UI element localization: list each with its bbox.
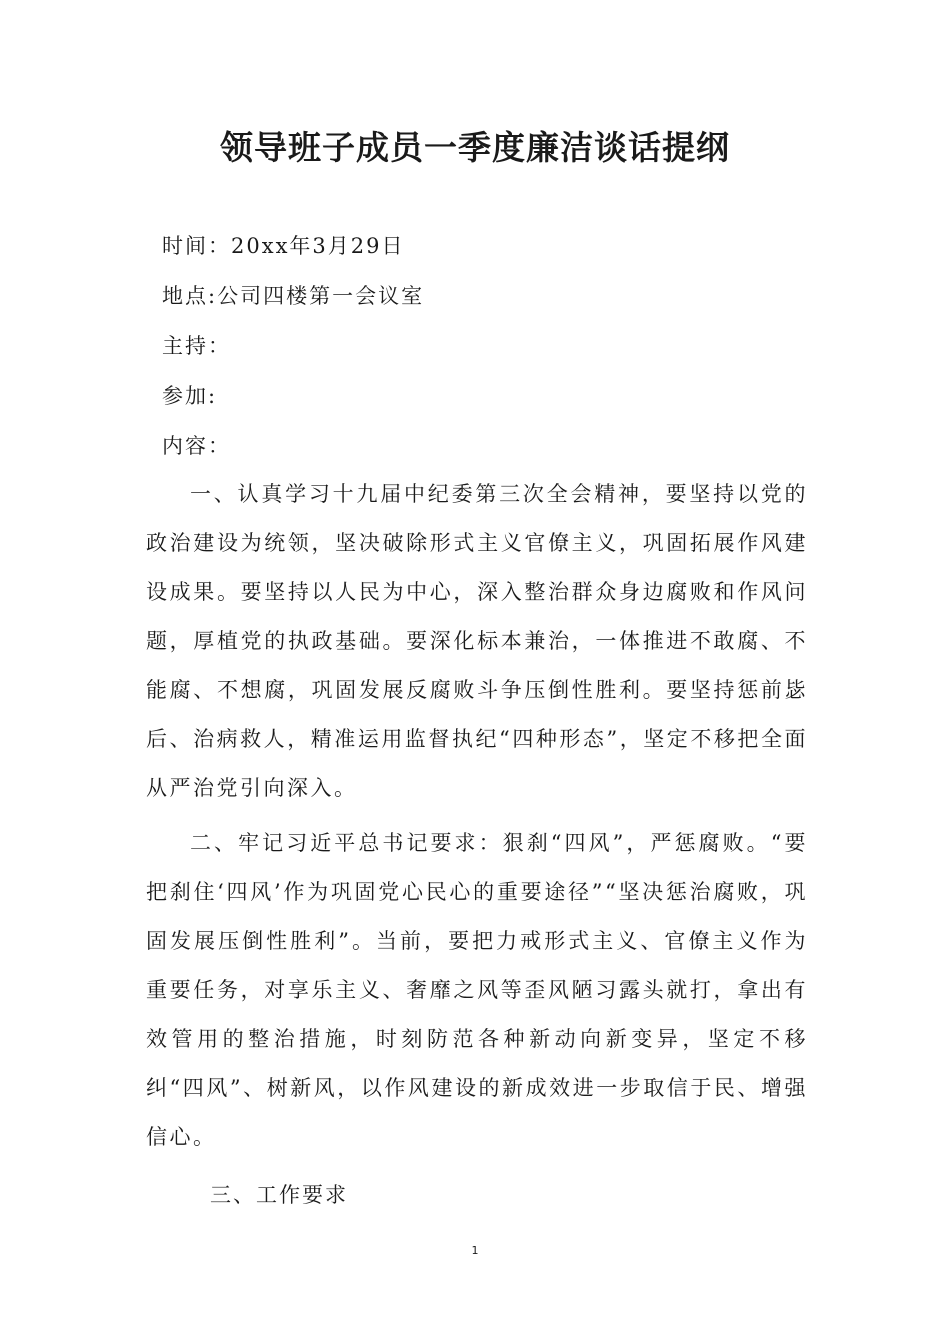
meeting-content-label: 内容： xyxy=(162,434,231,458)
meeting-time: 时间：20xx年3月29日 xyxy=(162,234,405,258)
paragraph-2: 二、牢记习近平总书记要求：狠刹“四风”，严惩腐败。“要把刹住‘四风’作为巩固党心民心的重要途径”“坚决惩治腐败，巩固发展压倒性胜利”。当前，要把力戒形式主义、官僚主义作为重要任务，对享乐主义、奢靡之风等歪风陋习露头就打，拿出有效管用的整治措施，时刻防范各种新动向新变异，坚定不移纠“四风”、树新风，以作风建设的新成效进一步取信于民、增强信心。 xyxy=(146,831,808,1149)
meeting-host: 主持： xyxy=(162,334,231,358)
meeting-participants: 参加: xyxy=(162,384,218,408)
document-title: 领导班子成员一季度廉洁谈话提纲 xyxy=(220,128,730,167)
section-3-heading: 三、工作要求 xyxy=(210,1183,348,1207)
paragraph-1: 一、认真学习十九届中纪委第三次全会精神，要坚持以党的政治建设为统领，坚决破除形式主义官僚主义，巩固拓展作风建设成果。要坚持以人民为中心，深入整治群众身边腐败和作风问题，厚植党的执政基础。要深化标本兼治，一体推进不敢腐、不能腐、不想腐，巩固发展反腐败斗争压倒性胜利。要坚持惩前毖后、治病救人，精准运用监督执纪“四种形态”，坚定不移把全面从严治党引向深入。 xyxy=(146,482,808,800)
page-number: 1 xyxy=(471,1244,479,1257)
meeting-place: 地点:公司四楼第一会议室 xyxy=(162,284,425,308)
